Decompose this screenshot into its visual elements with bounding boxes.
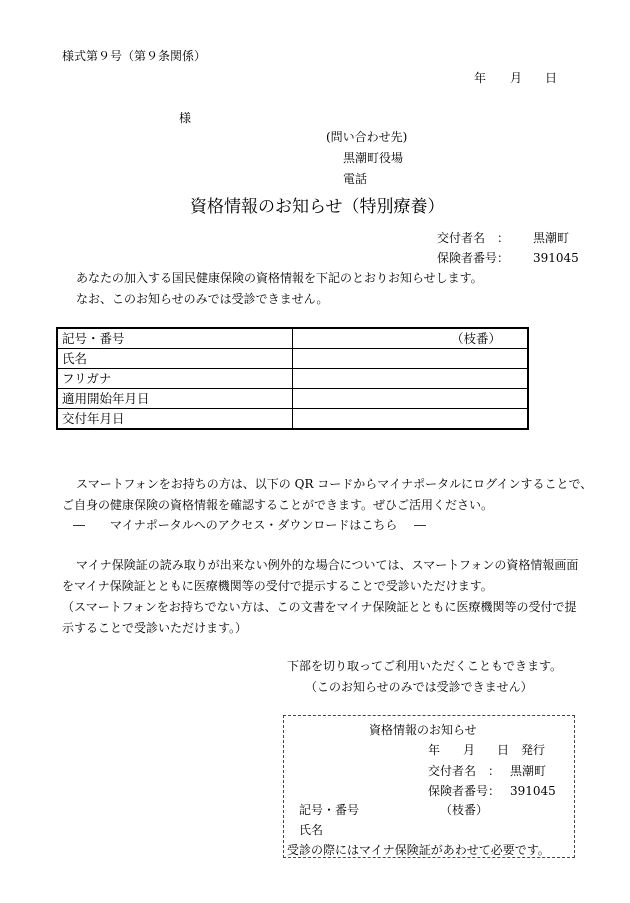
- slip-issued-label: 発行: [521, 743, 546, 757]
- table-label-start-date: 適用開始年月日: [57, 389, 293, 409]
- exception-line-3: （スマートフォンをお持ちでない方は、この文書をマイナ保険証とともに医療機関等の受付で提: [62, 600, 577, 614]
- table-row: [57, 369, 528, 389]
- date-month-label: 月: [510, 71, 523, 85]
- contact-office: 黒潮町役場: [343, 151, 404, 165]
- exception-line-1: マイナ保険証の読み取りが出来ない例外的な場合については、スマートフォンの資格情報画面: [76, 558, 579, 572]
- contact-heading: (問い合わせ先): [326, 130, 408, 144]
- smartphone-line-1: スマートフォンをお持ちの方は、以下の QR コードからマイナポータルにログインすることで、: [76, 477, 593, 491]
- table-value-start-date: [293, 389, 529, 409]
- mynaportal-link[interactable]: マイナポータルへのアクセス・ダウンロードはこちら: [110, 518, 398, 532]
- table-row: [57, 349, 528, 369]
- slip-number-label: 記号・番号: [299, 803, 360, 817]
- slip-month-label: 月: [463, 743, 476, 757]
- table-value-issue-date: [293, 409, 529, 430]
- date-day-label: 日: [545, 71, 558, 85]
- smartphone-line-2: ご自身の健康保険の資格情報を確認することができます。ぜひご活用ください。: [62, 498, 494, 512]
- intro-line-1: あなたの加入する国民健康保険の資格情報を下記のとおりお知らせします。: [76, 271, 483, 285]
- insurer-number-value: 391045: [533, 251, 579, 265]
- intro-line-2: なお、このお知らせのみでは受診できません。: [76, 292, 329, 306]
- page-title: 資格情報のお知らせ（特別療養）: [190, 197, 445, 217]
- dash-right: ―: [414, 518, 426, 532]
- table-label-name: 氏名: [57, 349, 293, 369]
- table-row: [57, 389, 528, 409]
- table-label-issue-date: 交付年月日: [57, 409, 293, 430]
- qualification-info-table: [56, 327, 529, 430]
- contact-phone: 電話: [343, 172, 368, 186]
- slip-issuer-name-label: 交付者名 ：: [428, 764, 501, 778]
- branch-number-label: （枝番）: [451, 331, 502, 346]
- table-row: [57, 328, 528, 349]
- exception-line-2: をマイナ保険証とともに医療機関等の受付で提示することで受診いただけます。: [62, 579, 493, 593]
- dash-left: ―: [73, 518, 85, 532]
- slip-issuer-name-value: 黒潮町: [510, 764, 547, 778]
- exception-line-4: 示することで受診いただけます。）: [62, 621, 248, 635]
- slip-insurer-number-label: 保険者番号：: [428, 784, 501, 798]
- table-value-number: [293, 328, 529, 349]
- slip-day-label: 日: [497, 743, 510, 757]
- form-number: 様式第９号（第９条関係）: [62, 49, 207, 63]
- issuer-name-value: 黒潮町: [533, 231, 570, 245]
- cutoff-line-2: （このお知らせのみでは受診できません）: [305, 680, 533, 694]
- table-label-furigana: フリガナ: [57, 369, 293, 389]
- cutoff-line-1: 下部を切り取ってご利用いただくこともできます。: [287, 659, 563, 673]
- slip-note: 受診の際にはマイナ保険証があわせて必要です。: [287, 843, 550, 857]
- table-label-number: 記号・番号: [57, 328, 293, 349]
- slip-year-label: 年: [428, 743, 441, 757]
- date-year-label: 年: [474, 71, 487, 85]
- table-value-furigana: [293, 369, 529, 389]
- table-row: [57, 409, 528, 430]
- issuer-name-label: 交付者名 ：: [437, 231, 510, 245]
- recipient-suffix: 様: [179, 111, 192, 125]
- slip-person-name-label: 氏名: [299, 823, 324, 837]
- insurer-number-label: 保険者番号：: [437, 251, 510, 265]
- slip-insurer-number-value: 391045: [510, 784, 556, 798]
- table-value-name: [293, 349, 529, 369]
- slip-title: 資格情報のお知らせ: [369, 723, 477, 737]
- slip-branch-label: （枝番）: [440, 803, 489, 817]
